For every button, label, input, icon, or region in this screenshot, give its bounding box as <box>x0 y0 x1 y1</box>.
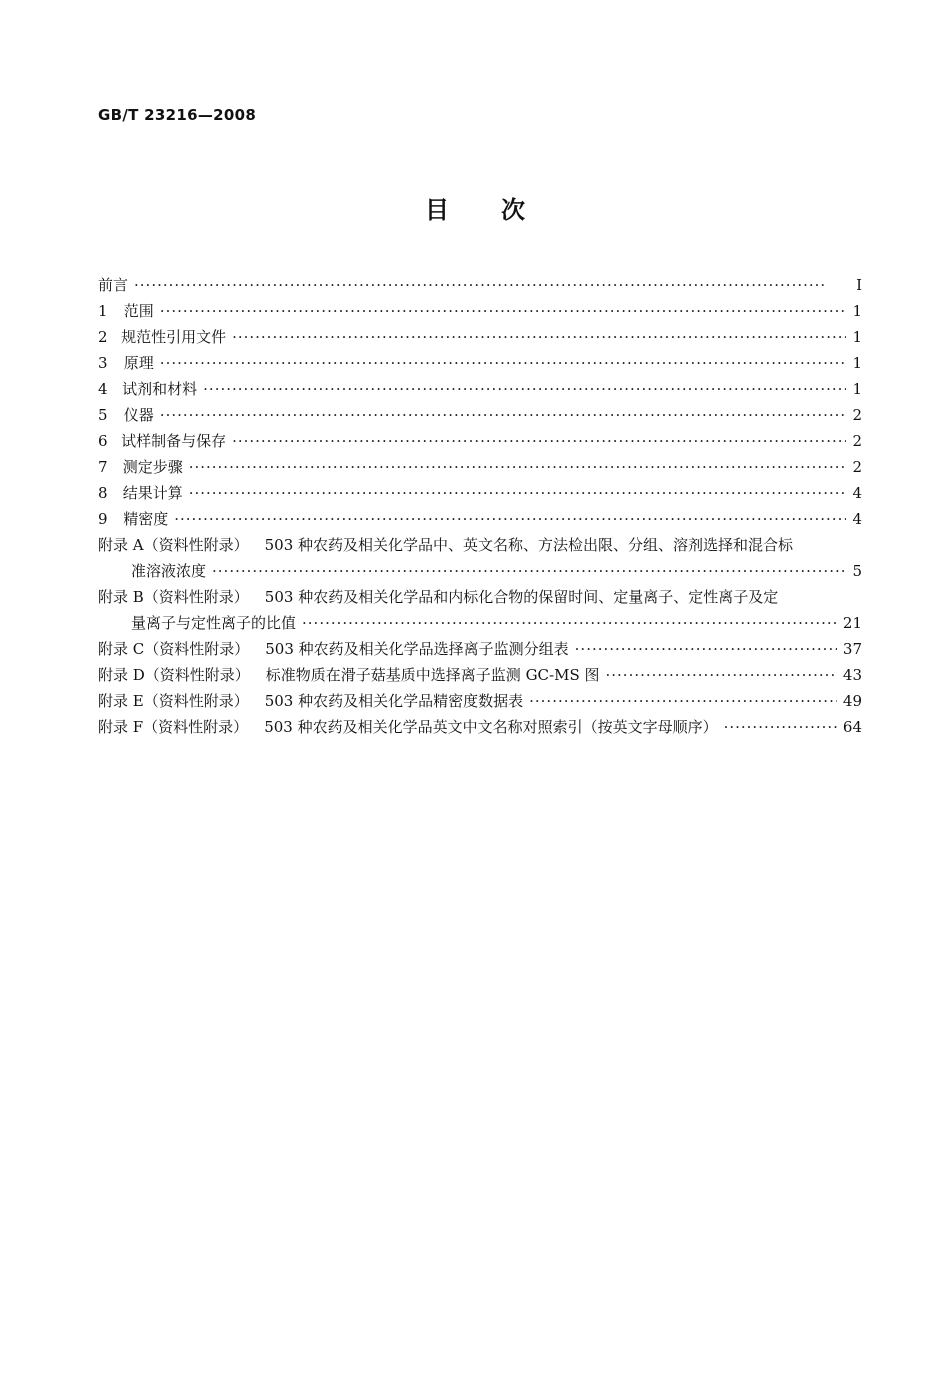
toc-leader-dots <box>160 350 846 376</box>
toc-entry-section-4[interactable] <box>98 376 862 402</box>
toc-entry-section-3[interactable] <box>98 350 862 376</box>
toc-entry-page: 37 <box>842 640 862 658</box>
toc-entry-appendix-a-continued[interactable] <box>98 558 862 584</box>
toc-entry-page: 1 <box>852 328 862 346</box>
toc-entry-appendix-c[interactable] <box>98 636 862 662</box>
toc-entry-page: 5 <box>852 562 862 580</box>
toc-entry-label: 原理 <box>123 354 154 372</box>
toc-entry-section-7[interactable] <box>98 454 862 480</box>
toc-title-part1: 目 <box>425 196 449 224</box>
toc-entry-label-continued: 量离子与定性离子的比值 <box>131 614 297 632</box>
toc-entry-label: 503 种农药及相关化学品中、英文名称、方法检出限、分组、溶剂选择和混合标 <box>264 536 794 554</box>
toc-entry-section-8[interactable] <box>98 480 862 506</box>
toc-entry-label: 标准物质在滑子菇基质中选择离子监测 GC-MS 图 <box>265 666 600 684</box>
toc-entry-label: 仪器 <box>123 406 154 424</box>
toc-entry-label: 503 种农药及相关化学品英文中文名称对照索引（按英文字母顺序） <box>264 718 718 736</box>
toc-entry-section-2[interactable] <box>98 324 862 350</box>
toc-entry-label: 503 种农药及相关化学品和内标化合物的保留时间、定量离子、定性离子及定 <box>264 588 779 606</box>
toc-entry-page: Ⅰ <box>856 276 862 294</box>
toc-entry-page: 49 <box>842 692 862 710</box>
toc-entry-appendix-b-continued[interactable] <box>98 610 862 636</box>
toc-leader-dots <box>724 714 837 740</box>
toc-leader-dots <box>529 688 837 714</box>
toc-leader-dots <box>134 272 846 298</box>
toc-entry-label: 规范性引用文件 <box>121 328 227 346</box>
toc-leader-dots <box>160 298 846 324</box>
toc-appendix-prefix: 附录 F（资料性附录） <box>98 718 249 736</box>
toc-entry-section-5[interactable] <box>98 402 862 428</box>
toc-entry-label: 测定步骤 <box>122 458 183 476</box>
toc-entry-page: 1 <box>852 302 862 320</box>
toc-title <box>0 190 950 225</box>
toc-section-number: 9 <box>98 510 108 528</box>
toc-leader-dots <box>189 480 846 506</box>
toc-entry-foreword[interactable] <box>98 272 862 298</box>
toc-entry-label: 前言 <box>98 276 129 294</box>
toc-appendix-prefix: 附录 B（资料性附录） <box>98 588 249 606</box>
toc-leader-dots <box>606 662 837 688</box>
table-of-contents <box>98 272 862 740</box>
toc-leader-dots <box>575 636 837 662</box>
toc-entry-section-1[interactable] <box>98 298 862 324</box>
toc-entry-page: 1 <box>852 380 862 398</box>
toc-appendix-prefix: 附录 C（资料性附录） <box>98 640 250 658</box>
toc-leader-dots <box>232 428 846 454</box>
toc-entry-page: 21 <box>842 614 862 632</box>
toc-entry-page: 2 <box>852 406 862 424</box>
toc-leader-dots <box>212 558 846 584</box>
toc-section-number: 2 <box>98 328 108 346</box>
toc-entry-page: 64 <box>842 718 862 736</box>
toc-entry-page: 2 <box>852 458 862 476</box>
toc-section-number: 7 <box>98 458 108 476</box>
toc-entry-section-6[interactable] <box>98 428 862 454</box>
toc-entry-appendix-d[interactable] <box>98 662 862 688</box>
toc-entry-label: 结果计算 <box>122 484 183 502</box>
toc-entry-label: 试样制备与保存 <box>121 432 227 450</box>
toc-leader-dots <box>174 506 846 532</box>
toc-leader-dots <box>160 402 846 428</box>
toc-appendix-prefix: 附录 A（资料性附录） <box>98 536 249 554</box>
toc-entry-page: 2 <box>852 432 862 450</box>
toc-section-number: 8 <box>98 484 108 502</box>
standard-number: GB/T 23216—2008 <box>98 106 257 124</box>
toc-entry-label: 范围 <box>123 302 154 320</box>
toc-section-number: 3 <box>98 354 108 372</box>
toc-leader-dots <box>232 324 846 350</box>
toc-entry-label: 503 种农药及相关化学品选择离子监测分组表 <box>265 640 569 658</box>
toc-appendix-prefix: 附录 E（资料性附录） <box>98 692 249 710</box>
toc-title-part2: 次 <box>501 196 525 224</box>
toc-entry-section-9[interactable] <box>98 506 862 532</box>
toc-leader-dots <box>189 454 846 480</box>
toc-section-number: 6 <box>98 432 108 450</box>
toc-appendix-prefix: 附录 D（资料性附录） <box>98 666 250 684</box>
toc-entry-page: 4 <box>852 510 862 528</box>
toc-leader-dots <box>203 376 846 402</box>
toc-entry-page: 4 <box>852 484 862 502</box>
toc-entry-appendix-a[interactable] <box>98 532 862 558</box>
toc-entry-label: 503 种农药及相关化学品精密度数据表 <box>264 692 524 710</box>
toc-entry-appendix-f[interactable] <box>98 714 862 740</box>
toc-entry-label: 精密度 <box>123 510 169 528</box>
toc-entry-appendix-e[interactable] <box>98 688 862 714</box>
toc-entry-label: 试剂和材料 <box>122 380 198 398</box>
toc-entry-appendix-b[interactable] <box>98 584 862 610</box>
toc-section-number: 1 <box>98 302 108 320</box>
toc-section-number: 4 <box>98 380 108 398</box>
toc-entry-page: 43 <box>842 666 862 684</box>
toc-entry-page: 1 <box>852 354 862 372</box>
toc-entry-label-continued: 准溶液浓度 <box>131 562 207 580</box>
toc-leader-dots <box>302 610 837 636</box>
toc-section-number: 5 <box>98 406 108 424</box>
